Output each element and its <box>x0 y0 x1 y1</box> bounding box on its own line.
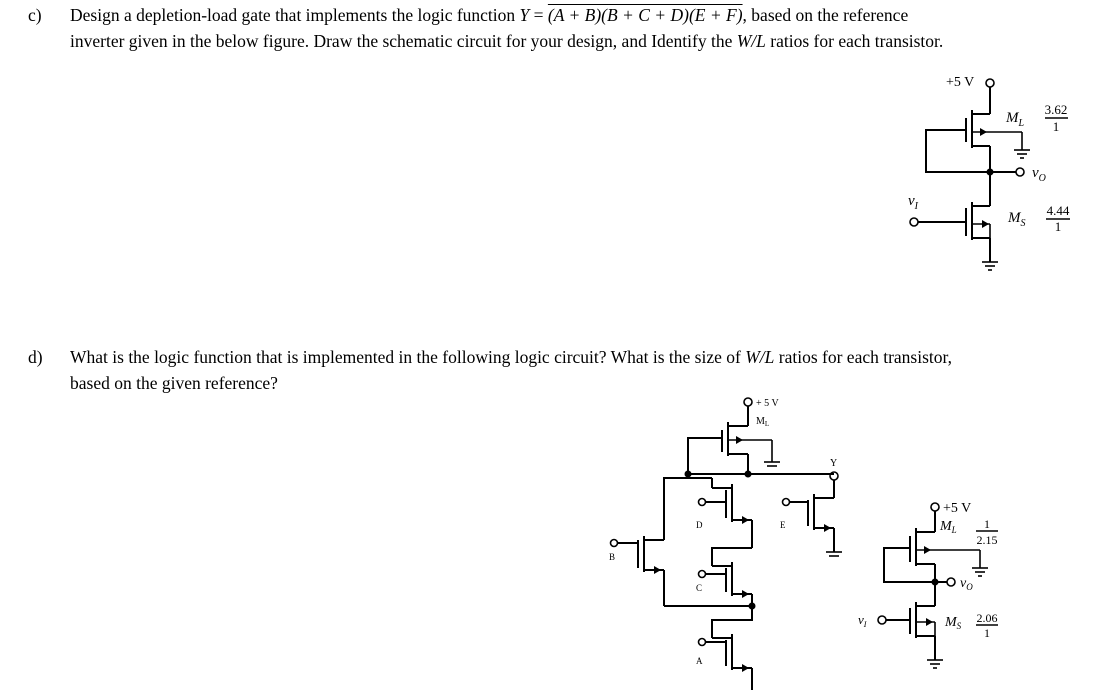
question-d-line-1: What is the logic function that is implemented in the following logic circuit? What is the size of W/L ratios for each transistor, <box>70 347 953 367</box>
fig-c-supply-terminal <box>986 79 994 87</box>
fig-c-input-label: $v_I$ <box>908 193 919 212</box>
question-c-label: c) <box>28 5 42 25</box>
fig-d-ref-supply-terminal <box>931 503 939 511</box>
question-d-line-2: based on the given reference? <box>70 373 278 393</box>
fig-d-ref-driver-ratio-den: 1 <box>984 626 990 640</box>
fig-d-transistor-a <box>699 634 753 690</box>
fig-d-ref-driver-label: $M_S$ <box>945 615 962 631</box>
fig-c-supply-label: +5 V <box>946 75 975 90</box>
figure-c-inverter <box>908 75 1070 270</box>
fig-c-load-ratio-num: 3.62 <box>1044 102 1068 117</box>
fig-d-ref-supply-label: +5 V <box>943 501 972 516</box>
fig-d-ref-driver-ratio-num: 2.06 <box>976 611 998 625</box>
fig-c-gate-tie <box>926 130 990 172</box>
question-c-line-1: Design a depletion-load gate that implements the logic function Y = (A + B)(B + C + D)(E + F), based on the reference <box>70 5 909 25</box>
fig-d-transistor-d <box>699 478 753 548</box>
fig-d-load-transistor <box>722 422 780 474</box>
fig-d-input-b: B <box>609 552 616 562</box>
fig-c-input-terminal <box>910 218 918 226</box>
fig-d-ref-output-label: $v_O$ <box>960 576 973 592</box>
fig-d-load-label: $M_L$ <box>756 416 770 428</box>
fig-c-load-label: $M_L$ <box>1006 110 1025 129</box>
fig-c-driver-ratio-den: 1 <box>1054 219 1062 234</box>
fig-d-supply-terminal <box>744 398 752 406</box>
fig-d-ref-input-label: $v_I$ <box>858 612 867 629</box>
fig-d-output-label: Y <box>830 458 838 469</box>
fig-c-driver-transistor <box>966 202 998 270</box>
fig-c-output-terminal <box>1016 168 1024 176</box>
fig-c-output-label: $v_O$ <box>1032 165 1046 184</box>
logic-expression: (A + B)(B + C + D)(E + F) <box>547 5 743 25</box>
fig-d-ref-output-terminal <box>947 578 955 586</box>
fig-d-transistor-b <box>611 536 665 606</box>
fig-d-ref-load-ratio-den: 2.15 <box>976 533 998 547</box>
fig-c-load-ratio-den: 1 <box>1052 119 1060 134</box>
fig-d-input-c: C <box>696 583 703 593</box>
fig-d-input-a: A <box>696 656 703 666</box>
fig-d-transistor-c <box>699 562 753 606</box>
fig-d-input-d: D <box>696 520 703 530</box>
question-c-line-2: inverter given in the below figure. Draw the schematic circuit for your design, and Identify the W/L ratios for each transistor. <box>70 31 944 51</box>
figure-d-gate <box>609 398 842 690</box>
question-d-label: d) <box>28 347 43 367</box>
fig-c-driver-ratio-num: 4.44 <box>1046 203 1070 218</box>
function-output-var: Y <box>519 5 530 25</box>
fig-d-ref-driver-transistor <box>910 602 943 668</box>
fig-d-ref-load-ratio-num: 1 <box>984 517 990 531</box>
fig-d-supply-label: + 5 V <box>756 398 779 409</box>
fig-d-input-e: E <box>780 520 786 530</box>
fig-c-driver-label: $M_S$ <box>1008 210 1026 229</box>
fig-d-transistor-e <box>783 480 843 556</box>
fig-d-gate-tie <box>688 438 722 474</box>
fig-d-ref-input-terminal <box>878 616 886 624</box>
fig-d-ref-load-label: $M_L$ <box>940 519 957 535</box>
figure-d-reference-inverter <box>858 501 998 668</box>
